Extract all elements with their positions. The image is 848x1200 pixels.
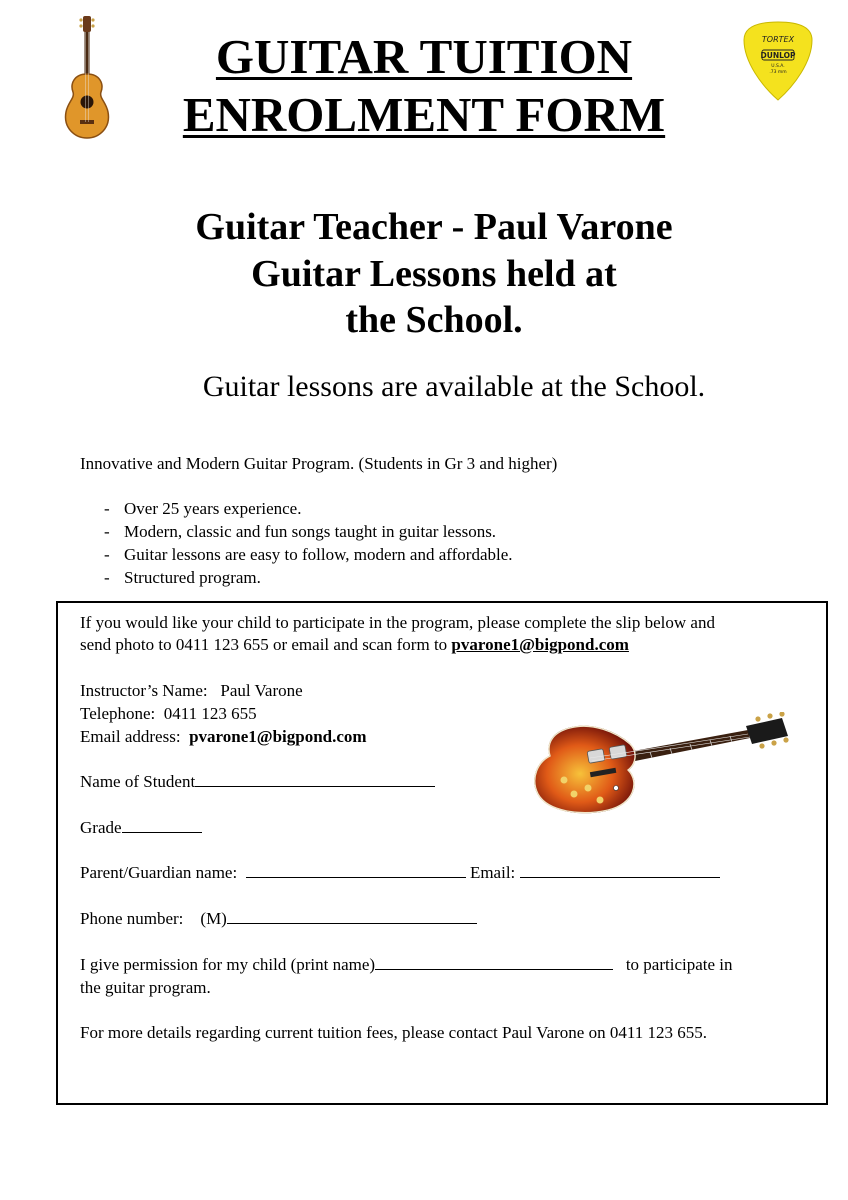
phone-label: Phone number: — [80, 909, 184, 928]
permission-label: I give permission for my child (print name) — [80, 955, 376, 974]
program-description: Innovative and Modern Guitar Program. (Students in Gr 3 and higher) — [80, 454, 558, 473]
electric-guitar-image — [530, 712, 792, 816]
instruction-email-link[interactable]: pvarone1@bigpond.com — [451, 635, 629, 654]
instructor-row — [80, 680, 303, 702]
permission-child-name-field[interactable] — [375, 954, 613, 970]
email-row — [80, 726, 367, 748]
instruction-prefix: send photo to 0411 123 655 or email and scan form to — [80, 635, 448, 654]
permission-line2: the guitar program. — [80, 978, 211, 997]
pick-gauge-text: .73 mm — [769, 70, 787, 75]
teacher-heading: Guitar Teacher - Paul Varone — [195, 206, 673, 248]
instruction-line1: If you would like your child to participate in the program, please complete the slip below and — [80, 613, 715, 632]
phone-field[interactable] — [227, 908, 477, 924]
pick-origin-text: U.S.A. — [771, 64, 785, 69]
pick-maker-text: DUNLOP — [760, 51, 796, 60]
instruction-line2 — [80, 634, 629, 656]
feature-item: - Modern, classic and fun songs taught in guitar lessons. — [104, 520, 513, 543]
parent-email-field[interactable] — [520, 862, 720, 878]
feature-item: - Structured program. — [104, 566, 513, 589]
parent-name-label: Parent/Guardian name: — [80, 863, 238, 882]
pick-brand-text: TORTEX — [761, 35, 795, 44]
telephone-label: Telephone: — [80, 704, 156, 723]
parent-name-field[interactable] — [246, 862, 466, 878]
fees-note: For more details regarding current tuition fees, please contact Paul Varone on 0411 123 655. — [80, 1023, 707, 1042]
permission-suffix: to participate in — [625, 955, 733, 974]
student-name-field[interactable] — [195, 771, 435, 787]
feature-list — [104, 497, 513, 589]
telephone-row — [80, 703, 257, 725]
email-label: Email address: — [80, 727, 181, 746]
feature-item: - Over 25 years experience. — [104, 497, 513, 520]
grade-field[interactable] — [122, 817, 202, 833]
parent-row — [80, 862, 720, 884]
student-name-label: Name of Student — [80, 772, 196, 791]
instructor-name: Paul Varone — [220, 681, 303, 700]
instructor-label: Instructor’s Name: — [80, 681, 208, 700]
permission-row — [80, 954, 733, 976]
form-title-line1: GUITAR TUITION — [215, 29, 633, 84]
student-name-row — [80, 771, 435, 793]
grade-row — [80, 817, 202, 839]
guitar-pick-image — [742, 20, 814, 102]
availability-text: Guitar lessons are available at the School. — [202, 370, 706, 403]
email-value[interactable]: pvarone1@bigpond.com — [189, 727, 367, 746]
phone-mobile-label: (M) — [200, 909, 227, 928]
phone-row — [80, 908, 477, 930]
telephone-value: 0411 123 655 — [163, 704, 257, 723]
lessons-heading-line2: the School. — [345, 299, 523, 341]
form-title-line2: ENROLMENT FORM — [182, 87, 666, 142]
parent-email-label: Email: — [469, 863, 516, 882]
lessons-heading-line1: Guitar Lessons held at — [251, 253, 617, 295]
feature-item: - Guitar lessons are easy to follow, modern and affordable. — [104, 543, 513, 566]
grade-label: Grade — [80, 818, 122, 837]
